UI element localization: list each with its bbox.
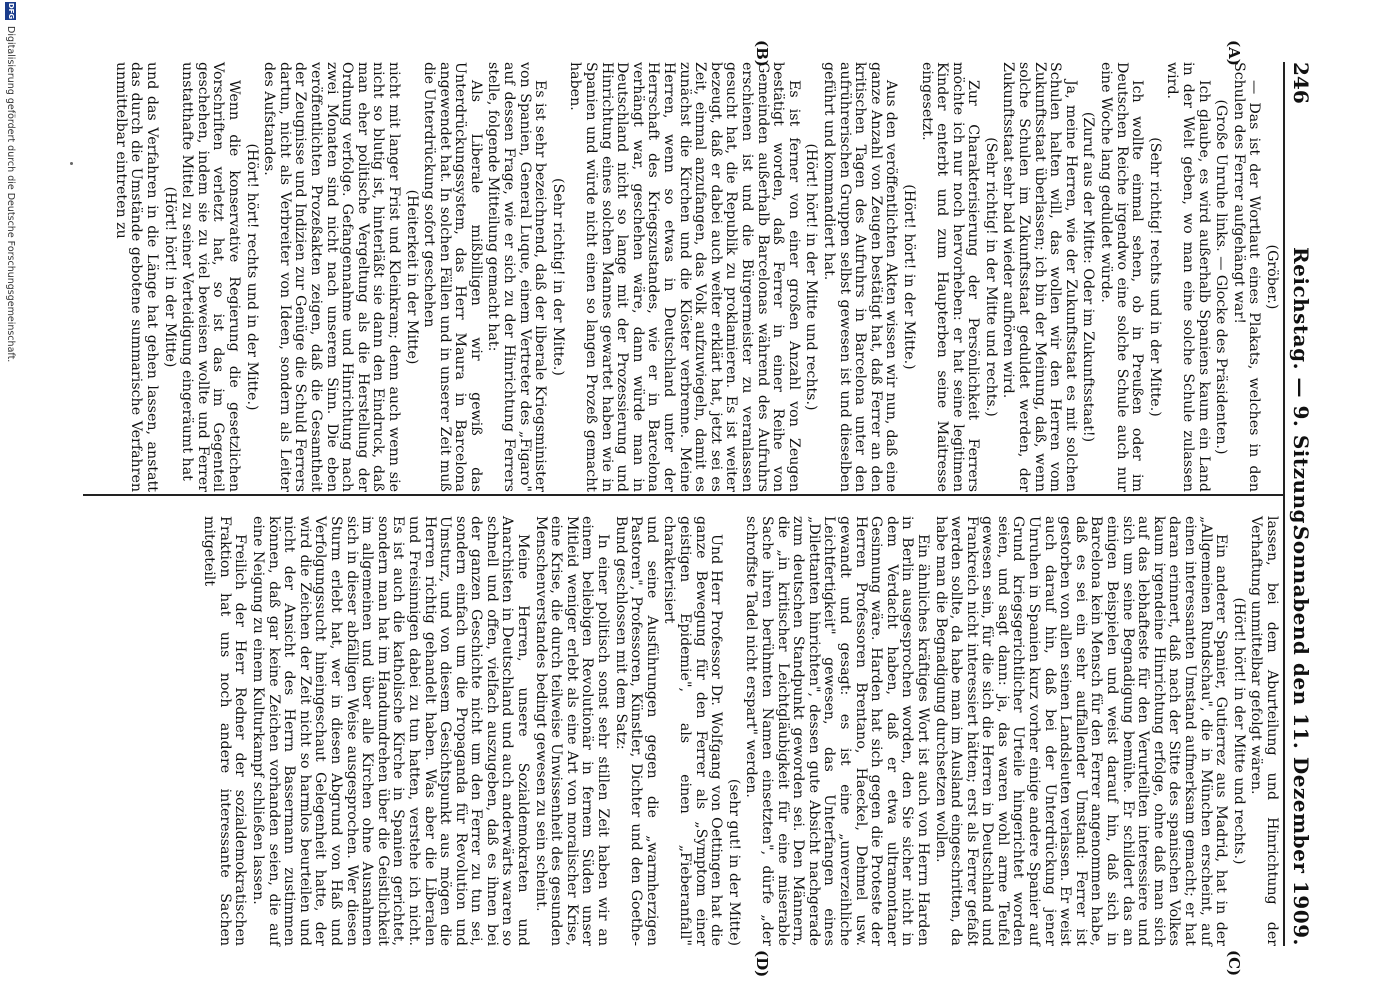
header-title: Reichstag. — 9. Sitzung. xyxy=(1289,247,1313,532)
paragraph: Aus den veröffentlichten Akten wissen wir nun, daß eine ganze Anzahl von Zeugen bestätigt hat, daß Ferrer an den kritischen Tagen des Aufruhrs in Barcelona unter den aufrührerischen Gruppen selbst gewesen ist und dieselben geführt und kommandiert hat. xyxy=(820,62,900,492)
right-column xyxy=(179,516,1279,946)
margin-marker-b: (B) xyxy=(753,40,771,67)
paragraph: Freilich der Herr Redner der sozialdemokratischen Fraktion hat uns noch andere interessante Sachen mitgeteilt xyxy=(201,516,249,946)
funding-note: Digitalisierung gefördert durch die Deutsche Forschungsgemeinschaft. xyxy=(5,26,17,363)
paragraph: und seine Ausführungen gegen die „warmherzigen Pastoren", Professoren, Künstler, Dichter und den Goethe-Bund geschlossen mit dem Satz: xyxy=(612,516,660,946)
margin-marker-a: (A) xyxy=(1225,40,1243,66)
paragraph: Es ist sehr bezeichnend, daß der liberale Kriegsminister von Spanien, General Luque, einem Vertreter des „Figaro" auf dessen Frage, wie er sich zu der Hinrichtung Ferrers stelle, folgende Mitteilung gemacht hat: xyxy=(485,62,549,492)
interjection: (Hört! hört! in der Mitte.) xyxy=(900,184,917,370)
interjection: (Hört! hört! in der Mitte und rechts.) xyxy=(803,143,820,411)
paragraph: Und Herr Professor Dr. Wolfgang von Oettingen hat die ganze Bewegung für den Ferrer als „Symptom einer geistigen Epidemie", als einen „Fieberanfall" charakterisiert xyxy=(661,516,725,946)
interjection: (Sehr richtig! in der Mitte und rechts.) xyxy=(982,137,999,417)
paragraph: Zur Charakterisierung der Persönlichkeit Ferrers möchte ich nur noch hervorheben: er hat seine legitimen Kinder enterbt und zum Haupterben seine Maitresse eingesetzt. xyxy=(918,62,982,492)
interjection: (Sehr richtig! rechts und in der Mitte.) xyxy=(1146,137,1163,417)
quotation: Als Liberale mißbilligen wir gewiß das Unterdrückungssystem, das Herr Maura in Barcelona angewendet hat. In solchen Fällen und in unserer Zeit muß die Unterdrückung sofort geschehen xyxy=(421,62,484,492)
column-divider xyxy=(83,494,1283,496)
left-column xyxy=(112,62,1280,492)
paragraph: und das Verfahren in die Länge hat gehen lassen, anstatt das durch die Umstände gebotene summarische Verfahren unmittelbar eintreten zu xyxy=(112,62,161,492)
scan-speck xyxy=(70,162,73,165)
paragraph: Ein ähnliches kräftiges Wort ist auch von Herrn Harden in Berlin ausgesprochen worden, den Sie sicher nicht in dem Verdacht haben, daß er etwa ultramontaner Gesinnung wäre. Harden hat sich gegen die Proteste der Herren Professoren Brentano, Haeckel, Dehmel usw. gewandt und gesagt: es ist eine „unverzeihliche Leichtfertigkeit" gewesen, das Unterfangen eines „Dilettanten hinrichten", dessen gute Absicht nachgerade zum deutschen Standpunkt geworden sei. Den Männern, die „in kritischer Leichtgläubigkeit für eine miserable Sache ihren berühmten Namen einsetzten", dürfe „der schroffste Tadel nicht erspart" werden. xyxy=(743,516,931,946)
footer xyxy=(3,0,19,1000)
interjection: (Hört! hört! in der Mitte) xyxy=(161,186,178,368)
dfg-logo: DFG xyxy=(7,2,16,20)
page-header xyxy=(1283,62,1315,946)
quotation: nicht mit langer Frist und Kleinkram; denn auch wenn sie nicht so blutig ist, hinterläßt sie dann den Eindruck, daß man eher politische Vergeltung als die Herstellung der Ordnung verfolge. Gefangennahme und Hinrichtung nach zwei Monaten sind nicht nach unserem Sinn. Die eben veröffentlichten Prozeßakten zeigen, daß die Gesamtheit der Zeugnisse und Indizien zur Genüge die Schuld Ferrers dartun, nicht als Verbreiter von Ideen, sondern als Leiter des Aufstandes. xyxy=(261,62,402,492)
interjection: (Große Unruhe links. — Glocke des Präsidenten.) xyxy=(1213,99,1230,455)
margin-marker-d: (D) xyxy=(753,950,771,978)
paragraph: Ein anderer Spanier, Gutierrez aus Madrid, hat in der „Allgemeinen Rundschau", die in München erscheint, auf einen interessanten Umstand aufmerksam gemacht; er hat daran erinnert, daß nach der Sitte des spanischen Volkes kaum irgendeine Hinrichtung erfolge, ohne daß man sich auf das lebhafteste für den Verurteilten interessiere und sich um seine Begnadigung bemühe. Er schildert das an einigen Beispielen und weist darauf hin, daß sich in Barcelona kein Mensch für den Ferrer angenommen habe, daß es sei ein sehr auffallender Umstand: Ferrer ist gestorben von allen seinen Landsleuten verlassen. Er weist auch darauf hin, daß bei der Unterdrückung jener Unruhen in Spanien kurz vorher einige andere Spanier auf Grund kriegsgerichtlicher Urteile hingerichtet worden seien, und sagt dann: ja, das waren wohl arme Teufel gewesen sein, für die sich die Herren in Deutschland und Frankreich nicht interessiert hätten; erst als Ferrer gefaßt werden sollte, da habe man im Ausland eingeschritten, da habe man die Begnadigung durchsetzen wollen. xyxy=(932,516,1230,946)
interjection: (Zuruf aus der Mitte: Oder im Zukunftsstaat!) xyxy=(1080,111,1097,443)
paragraph: Wenn die konservative Regierung die gesetzlichen Vorschriften verletzt hat, so ist das im Gegenteil geschehen, indem sie zu viel beweisen wollte und Ferrer unstatthafte Mittel zu seiner Verteidigung eingeräumt hat xyxy=(179,62,242,492)
paragraph: Es ist ferner von einer großen Anzahl von Zeugen bestätigt worden, daß Ferrer in einer Reihe von Gemeinden außerhalb Barcelonas während des Aufruhrs erschienen ist und die Bürgermeister zu veranlassen gesucht hat, die Republik zu proklamieren. Es ist weiter bezeugt, daß er dabei auch weiter erklärt hat, jetzt sei es Zeit, einmal anzufangen, das Volk aufzuwiegeln, damit es zunächst die Kirchen und die Klöster verbrenne. Meine Herren, wenn so etwas in Deutschland unter der Herrschaft des Kriegszustandes, wie er in Barcelona verhängt war, geschehen wäre, dann würde man in Deutschland nicht so lange mit der Prozessierung und Hinrichtung eines solchen Mannes gewartet haben wie in Spanien und würde nicht einen so langen Prozeß gemacht haben. xyxy=(567,62,802,492)
interjection: (Hört! hört! rechts und in der Mitte.) xyxy=(243,143,260,411)
interjection: (sehr gut! in der Mitte) xyxy=(725,778,742,946)
interjection: (Heiterkeit in der Mitte) xyxy=(403,189,420,365)
paragraph: Ich wollte einmal sehen, ob in Preußen oder im Deutschen Reiche irgendwo eine solche Schule auch nur eine Woche lang geduldet würde. xyxy=(1098,62,1146,492)
quotation: In einer politisch sonst sehr stillen Zeit haben wir an einem beliebigen Revolutionär in fernem Süden unser Mitleid weniger erlebt als eine Art von moralischer Krise, eine Krise, die durch teilweise Unwissenheit des gesunden Menschenverstandes bedingt gewesen zu sein scheint. xyxy=(532,516,612,946)
paragraph: Ich glaube, es wird außerhalb Spaniens kaum ein Land in der Welt geben, wo man eine solche Schule zulassen wird. xyxy=(1164,62,1212,492)
paragraph: Meine Herren, unsere Sozialdemokraten und Anarchisten in Deutschland und auch anderwärts waren so schnell und offen, vielfach auszugeben, daß es ihnen bei der ganzen Geschichte nicht um den Ferrer zu tun sei, sondern einfach um die Propaganda für Revolution und Umsturz, und von diesem Gesichtspunkt aus mögen die Herren richtig gehandelt haben. Was aber die Liberalen und Freisinnigen dabei zu tun hatten, verstehe ich nicht. Es ist auch die katholische Kirche in Spanien gerichtet, sondern man hat im Handumdrehen über die Geistlichkeit im allgemeinen und über alle Kirchen ohne Ausnahmen sich in dieser abfälligen Weise ausgesprochen. Wer diesen Sturm erlebt hat, wer in diesen Abgrund von Haß und Verfolgungssucht hineingeschaut Gelegenheit hatte, der wird die Zeichen der Zeit nicht so harmlos beurteilen und nicht der Ansicht des Herrn Bassermann zustimmen können, daß gar keine Zeichen vorhanden seien, die auf eine Neigung zu einem Kulturkampf schließen lassen. xyxy=(250,516,532,946)
paragraph: lassen, bei dem Aburteilung und Hinrichtung der Verhaftung unmittelbar gefolgt wären. xyxy=(1248,516,1280,946)
margin-marker-c: (C) xyxy=(1225,950,1243,977)
paragraph: — Das ist der Wortlaut eines Plakats, welches in den Schulen des Ferrer aufgehängt war! xyxy=(1230,62,1263,492)
paragraph: Ja, meine Herren, wie der Zukunftsstaat es mit solchen Schulen halten will, das wollen wir den Herren vom Zukunftsstaat überlassen; ich bin der Meinung, daß, wenn solche Schulen im Zukunftsstaat geduldet werden, der Zukunftsstaat sehr bald wieder aufhören wird. xyxy=(1000,62,1079,492)
page-number: 246 xyxy=(1289,62,1313,104)
interjection: (Hört! hört! in der Mitte und rechts.) xyxy=(1230,597,1247,865)
speaker-name: (Gröber.) xyxy=(1264,244,1280,310)
header-date: Sonnabend den 11. Dezember 1909. xyxy=(1289,525,1313,946)
interjection: (Sehr richtig! in der Mitte.) xyxy=(549,178,566,376)
